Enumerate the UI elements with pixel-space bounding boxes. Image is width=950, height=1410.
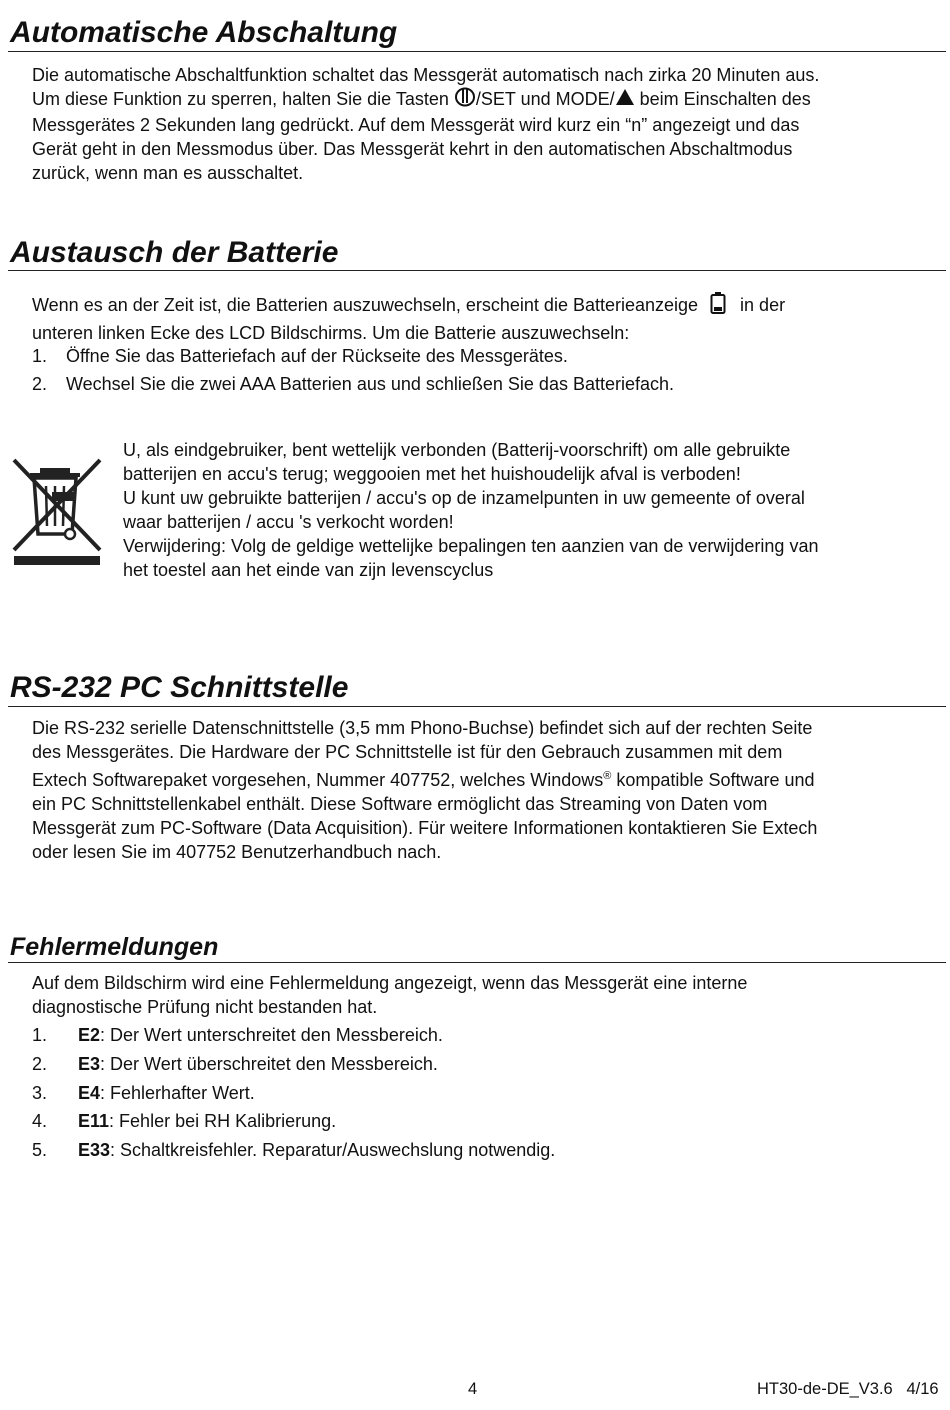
errors-paragraph [32,971,932,1019]
rs232-paragraph [32,716,932,864]
section-title-rs232: RS-232 PC Schnittstelle [10,671,349,704]
list-number: 1. [32,346,48,366]
section-rule [8,51,946,52]
text-line: oder lesen Sie im 407752 Benutzerhandbuch nach. [32,842,442,862]
battery-icon [710,291,726,321]
error-list-item [32,1023,443,1047]
text-line [32,87,932,113]
error-list-item [32,1109,337,1133]
text-line: batterijen en accu's terug; weggooien met het huishoudelijk afval is verboden! [123,464,741,484]
error-list-item [32,1081,255,1105]
text-line: Messgerät zum PC-Software (Data Acquisition). Für weitere Informationen kontaktieren Sie Extech [32,818,818,838]
auto-off-paragraph [32,63,932,185]
text-line: waar batterijen / accu 's verkocht worden! [123,512,454,532]
up-triangle-icon [615,88,635,112]
section-title-errors: Fehlermeldungen [10,933,219,961]
section-rule [8,962,946,963]
text-line [32,291,932,321]
text-line: Die automatische Abschaltfunktion schaltet das Messgerät automatisch nach zirka 20 Minuten aus. [32,65,820,85]
text-fragment: Extech Softwarepaket vorgesehen, Nummer 407752, welches Windows [32,770,604,790]
error-text: : Fehler bei RH Kalibrierung. [109,1111,337,1131]
battery-paragraph [32,291,932,345]
text-line: Gerät geht in den Messmodus über. Das Messgerät kehrt in den automatischen Abschaltmodus [32,139,793,160]
text-fragment: in der [740,294,786,315]
text-line: het toestel aan het einde van zijn levenscyclus [123,560,494,580]
text-line: Die RS-232 serielle Datenschnittstelle (3,5 mm Phono-Buchse) befindet sich auf der rechten Seite [32,718,813,738]
list-number: 2. [32,374,48,394]
list-number: 5. [32,1140,48,1160]
text-fragment: kompatible Software und [611,770,815,790]
text-line: U kunt uw gebruikte batterijen / accu's op de inzamelpunten in uw gemeente of overal [123,488,805,508]
text-line: des Messgerätes. Die Hardware der PC Schnittstelle ist für den Gebrauch zusammen mit dem [32,742,783,762]
weee-paragraph [123,438,933,582]
error-code: E33 [78,1140,111,1160]
section-title-battery: Austausch der Batterie [10,236,339,269]
error-list-item [32,1138,556,1162]
text-line [32,764,932,792]
error-list-item [32,1052,438,1076]
error-text: : Fehlerhafter Wert. [100,1083,255,1103]
list-text: Wechsel Sie die zwei AAA Batterien aus und schließen Sie das Batteriefach. [66,374,675,394]
text-line: Messgerätes 2 Sekunden lang gedrückt. Auf dem Messgerät wird kurz ein “n” angezeigt und das [32,115,800,136]
list-number: 1. [32,1025,48,1045]
list-text: Öffne Sie das Batteriefach auf der Rückseite des Messgerätes. [66,346,568,366]
weee-crossed-bin-icon [12,458,104,573]
text-fragment: beim Einschalten des [634,89,811,109]
registered-mark: ® [603,770,612,782]
text-line: unteren linken Ecke des LCD Bildschirms. Um die Batterie auszuwechseln: [32,323,630,343]
list-item [32,344,568,368]
page-number: 4 [468,1380,478,1398]
list-number: 3. [32,1083,48,1103]
text-fragment: Wenn es an der Zeit ist, die Batterien auszuwechseln, erscheint die Batterieanzeige [32,294,699,315]
error-text: : Der Wert unterschreitet den Messbereich. [100,1025,443,1045]
section-rule [8,270,946,271]
error-text: : Schaltkreisfehler. Reparatur/Auswechslung notwendig. [110,1140,556,1160]
section-title-auto-off: Automatische Abschaltung [10,16,398,49]
text-line: ein PC Schnittstellenkabel enthält. Diese Software ermöglicht das Streaming von Daten vom [32,794,768,814]
document-id: HT30-de-DE_V3.6 4/16 [757,1380,939,1398]
text-fragment: Um diese Funktion zu sperren, halten Sie die Tasten [32,89,454,109]
error-code: E11 [78,1111,110,1131]
power-icon [454,87,476,113]
text-line: U, als eindgebruiker, bent wettelijk verbonden (Batterij-voorschrift) om alle gebruikte [123,440,791,460]
list-item [32,372,675,396]
text-line: zurück, wenn man es ausschaltet. [32,163,304,184]
list-number: 4. [32,1111,48,1131]
error-text: : Der Wert überschreitet den Messbereich. [100,1054,438,1074]
error-code: E3 [78,1054,101,1074]
error-code: E4 [78,1083,101,1103]
text-line: Auf dem Bildschirm wird eine Fehlermeldung angezeigt, wenn das Messgerät eine interne [32,973,748,993]
text-line: Verwijdering: Volg de geldige wettelijke bepalingen ten aanzien van de verwijdering van [123,536,819,556]
text-fragment: /SET und MODE/ [475,89,615,109]
text-line: diagnostische Prüfung nicht bestanden hat. [32,997,378,1017]
list-number: 2. [32,1054,48,1074]
error-code: E2 [78,1025,101,1045]
section-rule [8,706,946,707]
